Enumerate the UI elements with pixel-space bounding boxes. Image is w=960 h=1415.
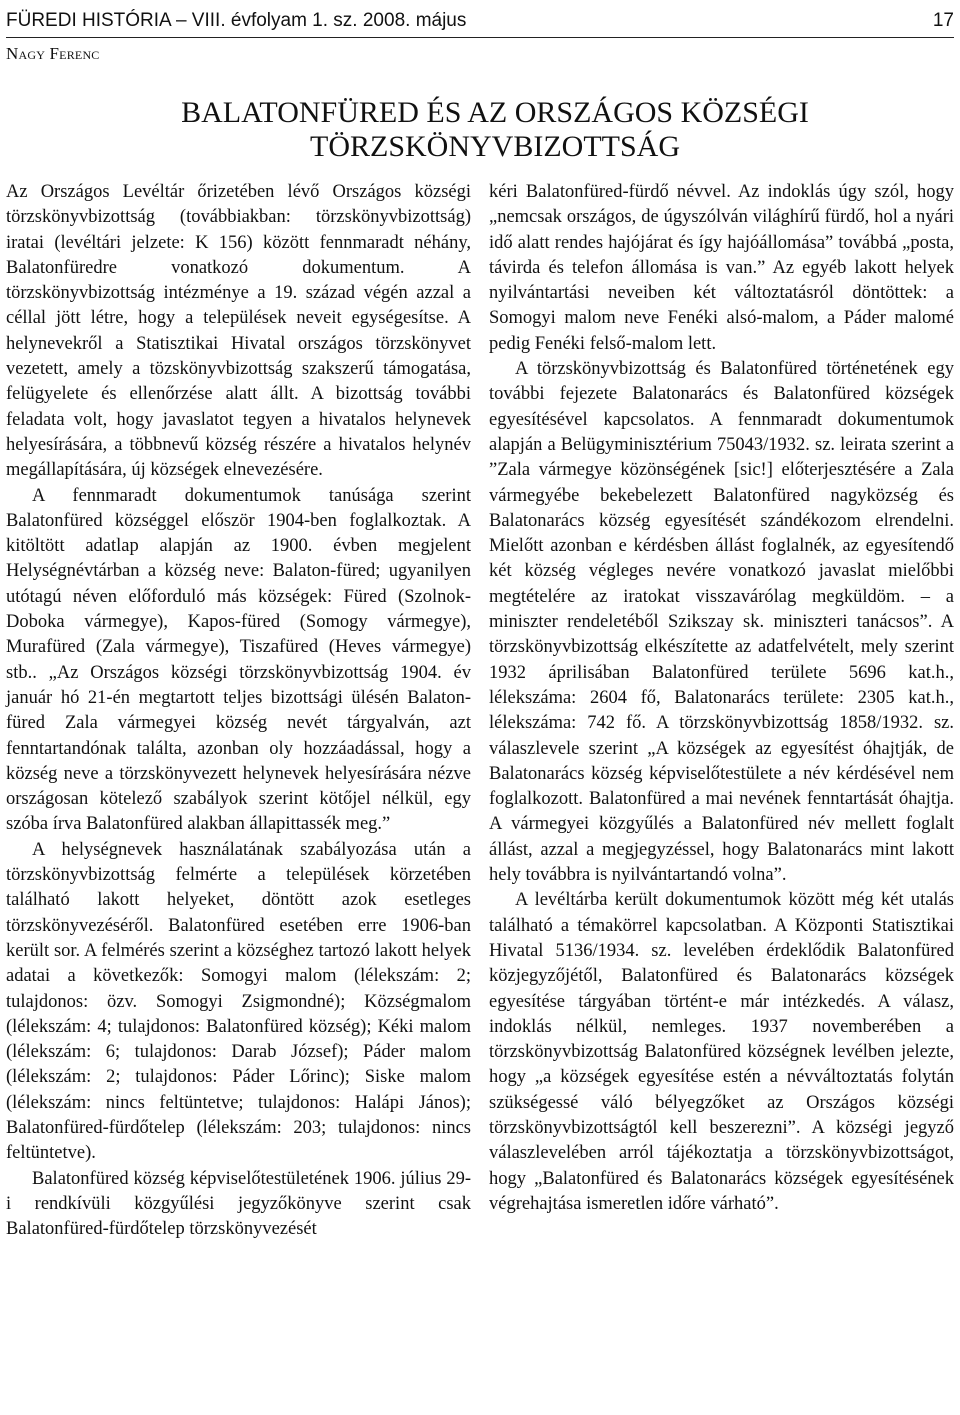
paragraph: A fennmaradt dokumentumok tanúsága szerint Balatonfüred községgel először 1904-ben foglalkoztak. A kitöltött adatlap alapján az 1900. évben megjelent Helységnévtárban a község neve: Balaton-füred; ugyanilyen utótagú néven előforduló más községek: Füred (Szolnok-Doboka vármegye), Kapos-füred (Somogy vármegye), Murafüred (Zala vármegye), Tiszafüred (Heves vármegye) stb.. „Az Országos községi törzskönyvbizottság 1904. év január hó 21-én megtartott teljes bizottsági ülésén Balaton-füred Zala vármegyei község nevét tárgyalván, azt fenntartandónak találta, azonban oly hozzáadással, hogy a község neve a törzskönyvezett helynevek helyesírására nézve országosan kötelező szabályok szerint kötőjel nélkül, egy szóba írva Balatonfüred alakban állapittassék meg.” [6,485,471,835]
paragraph: Az Országos Levéltár őrizetében lévő Országos községi törzskönyvbizottság (továbbiakban: törzskönyvbizottság) iratai (levéltári jelzete: K 156) között fennmaradt néhány, Balatonfüredre vonatkozó dokumentum. A törzskönyvbizottság intézménye a 19. század végén azzal a céllal jött létre, hogy a települések neveit egységesítse. A helynevekről a Statisztikai Hivatal országos törzskönyvet vezetett, amely a tözskönyvbizottság szakszerű támogatása, felügyelete és ellenőrzése alatt állt. A bizottság további feladata volt, hogy javaslatot tegyen a hivatalos helynevek helyesírására, a többnevű község részére a hivatalos helynév megállapítására, új községek elnevezésére. [6,182,471,481]
paragraph: A helységnevek használatának szabályozása után a törzskönyvbizottság felmérte a települések körzetében található lakott helyeket, döntött azok esetleges törzskönyvezéséről. Balatonfüred esetében erre 1906-ban került sor. A felmérés szerint a községhez tartozó lakott helyek adatai a következők: Somogyi malom (lélekszám: 2; tulajdonos: özv. Somogyi Zsigmondné); Községmalom (lélekszám: 4; tulajdonos: Balatonfüred község); Kéki malom (lélekszám: 6; tulajdonos: Darab József); Páder malom (lélekszám: 2; tulajdonos: Páder Lőrinc); Siske malom (lélekszám: nincs feltüntetve; tulajdonos: Halápi János); Balatonfüred-fürdőtelep (lélekszám: 203; tulajdonos: nincs feltüntetve). [6,839,471,1164]
journal-info: FÜREDI HISTÓRIA – VIII. évfolyam 1. sz. 2008. május [6,10,467,31]
paragraph: kéri Balatonfüred-fürdő névvel. Az indoklás úgy szól, hogy „nemcsak országos, de úgyszólván világhírű fürdő, hol a nyári idő alatt rendes hajójárat és így hajóállomása” továbbá „posta, távirda és telefon állomása is van.” Az egyéb lakott helyek nyilvántartási neveiben két változtatásról döntöttek: a Somogyi malom neve Fenéki alsó-malom, a Páder malomé pedig Fenéki felső-malom lett. [489,182,954,354]
left-column [6,180,471,1242]
running-header [6,4,954,38]
article-author: Nagy Ferenc [6,44,100,63]
paragraph: A törzskönyvbizottság és Balatonfüred történetének egy további fejezete Balatonarács és Balatonfüred községek egyesítésével kapcsolatos. A fennmaradt dokumentumok alapján a Belügyminisztérium 75043/1932. sz. leirata szerint a ”Zala vármegye közönségének [sic!] előterjesztésére a Zala vármegyébe bekebelezett Balatonfüred nagyközség és Balatonarács község egyesítését szándékozom elrendelni. Mielőtt azonban e kérdésben állást foglalnék, az egyesítendő két község végleges nevére vonatkozó javaslat mielőbbi megtételére az iratokat visszavárólag megküldöm. – a miniszter rendeletéből Szikszay sk. miniszteri tanácsos”. A törzskönyvbizottság elkészítette az adatfelvételt, mely szerint 1932 áprilisában Balatonfüred területe 5696 kat.h., lélekszáma: 2604 fő, Balatonarács területe: 2305 kat.h., lélekszáma: 742 fő. A törzskönyvbizottság 1858/1932. sz. válaszlevele szerint „A községek az egyesítést óhajtják, de Balatonarács község képviselőtestülete a név kérdésével nem foglalkozott. Balatonfüred a mai nevének fenntartását óhajtja. A vármegyei közgyűlés a Balatonfüred név mellett foglalt állást, azzal a megjegyzéssel, hogy Balatonarács mint lakott hely továbbra is nyilvántartandó volna”. [489,359,954,886]
page-number: 17 [932,10,954,31]
paragraph: A levéltárba került dokumentumok között még két utalás található a témakörrel kapcsolatban. A Központi Statisztikai Hivatal 5136/1934. sz. levelében érdeklődik Balatonfüred közjegyzőjétől, Balatonfüred és Balatonarács községek egyesítése tárgyában történt-e már intézkedés. A válasz, indoklás nélkül, nemleges. 1937 novemberében a törzskönyvbizottság Balatonfüred községnek levélben jelezte, hogy „a községek egyesítése estén a névváltoztatás folytán szükségessé váló bélyegzőket az Országos községi törzskönyvbizottságtól kell beszerezni”. A községi jegyző válaszlevelében arról tájékoztatja a törzskönyvbizottságot, hogy „Balatonfüred és Balatonarács községek egyesítésének végrehajtása ismeretlen időre várható”. [489,890,954,1214]
article-title: BALATONFÜRED ÉS AZ ORSZÁGOS KÖZSÉGI TÖRZSKÖNYVBIZOTTSÁG [181,96,809,163]
right-column [489,180,954,1217]
paragraph: Balatonfüred község képviselőtestületének 1906. július 29-i rendkívüli közgyűlési jegyzőkönyve szerint csak Balatonfüred-fürdőtelep törzskönyvezését [6,1168,471,1240]
